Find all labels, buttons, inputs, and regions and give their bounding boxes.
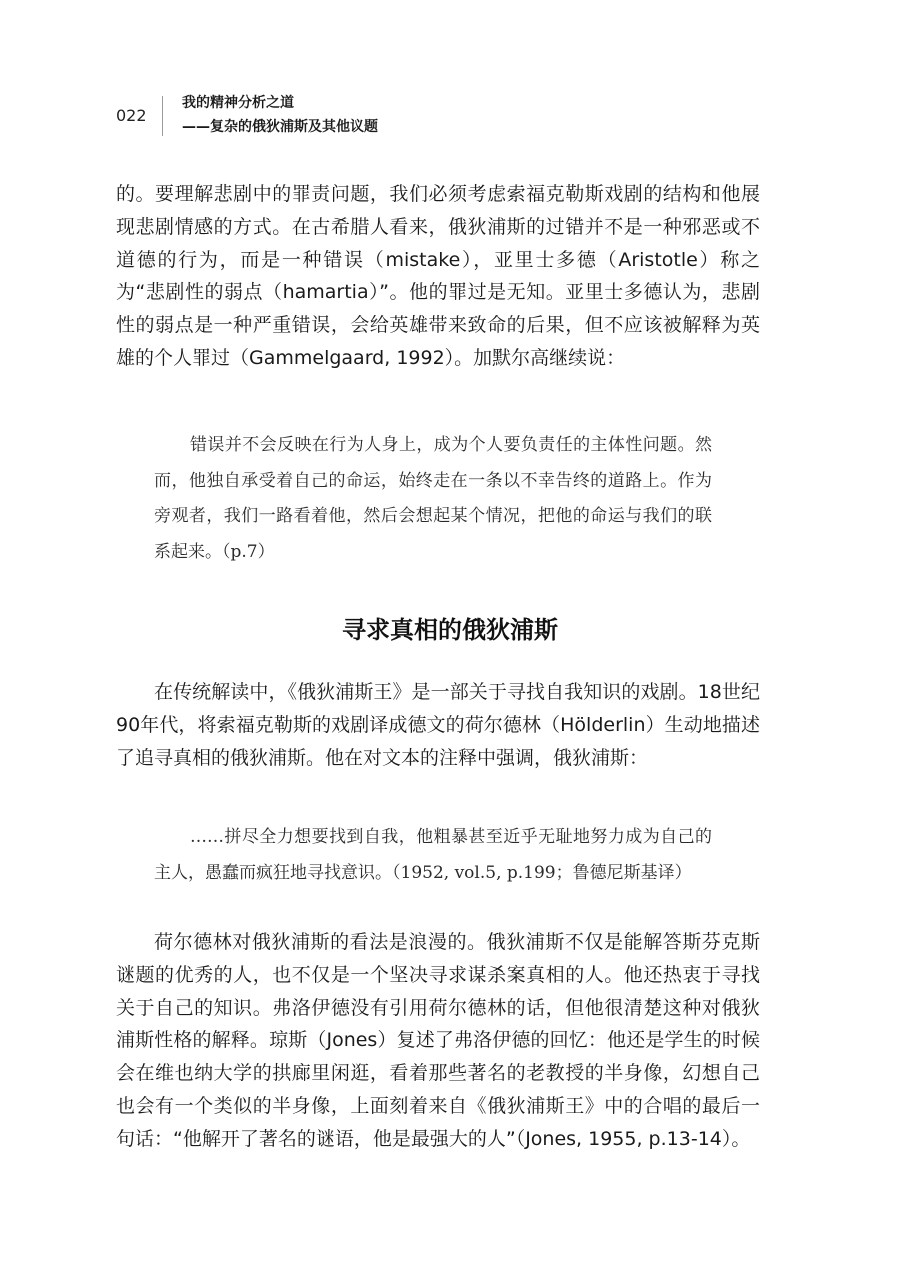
paragraph-freud-recollection: 荷尔德林对俄狄浦斯的看法是浪漫的。俄狄浦斯不仅是能解答斯芬克斯谜题的优秀的人，也不仅是一个坚决寻求谋杀案真相的人。他还热衷于寻找关于自己的知识。弗洛伊德没有引用荷尔德林的话，但他很清楚这种对俄狄浦斯性格的解释。琼斯（Jones）复述了弗洛伊德的回忆：他还是学生的时候会在维也纳大学的拱廊里闲逛，看着那些著名的老教授的半身像，幻想自己也会有一个类似的半身像，上面刻着来自《俄狄浦斯王》中的合唱的最后一句话：“他解开了著名的谜语，他是最强大的人”（Jones, 1955, p.13-14）。 [116,931,760,1150]
paragraph-continued: 的。要理解悲剧中的罪责问题，我们必须考虑索福克勒斯戏剧的结构和他展现悲剧情感的方式。在古希腊人看来，俄狄浦斯的过错并不是一种邪恶或不道德的行为，而是一种错误（mistake），亚里士多德（Aristotle）称之为“悲剧性的弱点（hamartia）”。他的罪过是无知。亚里士多德认为，悲剧性的弱点是一种严重错误，会给英雄带来致命的后果，但不应该被解释为英雄的个人罪过（Gammelgaard, 1992）。加默尔高继续说： [116,183,760,369]
section-heading: 寻求真相的俄狄浦斯 [342,616,558,644]
block-quote-holderlin: ……拼尽全力想要找到自我，他粗暴甚至近乎无耻地努力成为自己的主人，愚蠢而疯狂地寻找意识。（1952, vol.5, p.199；鲁德尼斯基译） [154,827,712,883]
page-number: 022 [116,106,147,125]
book-subtitle: ——复杂的俄狄浦斯及其他议题 [182,119,378,135]
header-divider [162,96,163,136]
paragraph-holderlin-intro: 在传统解读中，《俄狄浦斯王》是一部关于寻找自我知识的戏剧。18世纪90年代，将索福克勒斯的戏剧译成德文的荷尔德林（Hölderlin）生动地描述了追寻真相的俄狄浦斯。他在对文本的注释中强调，俄狄浦斯： [116,681,760,769]
book-title: 我的精神分析之道 [182,95,294,111]
block-quote-gammelgaard: 错误并不会反映在行为人身上，成为个人要负责任的主体性问题。然而，他独自承受着自己的命运，始终走在一条以不幸告终的道路上。作为旁观者，我们一路看着他，然后会想起某个情况，把他的命运与我们的联系起来。（p.7） [154,435,712,562]
